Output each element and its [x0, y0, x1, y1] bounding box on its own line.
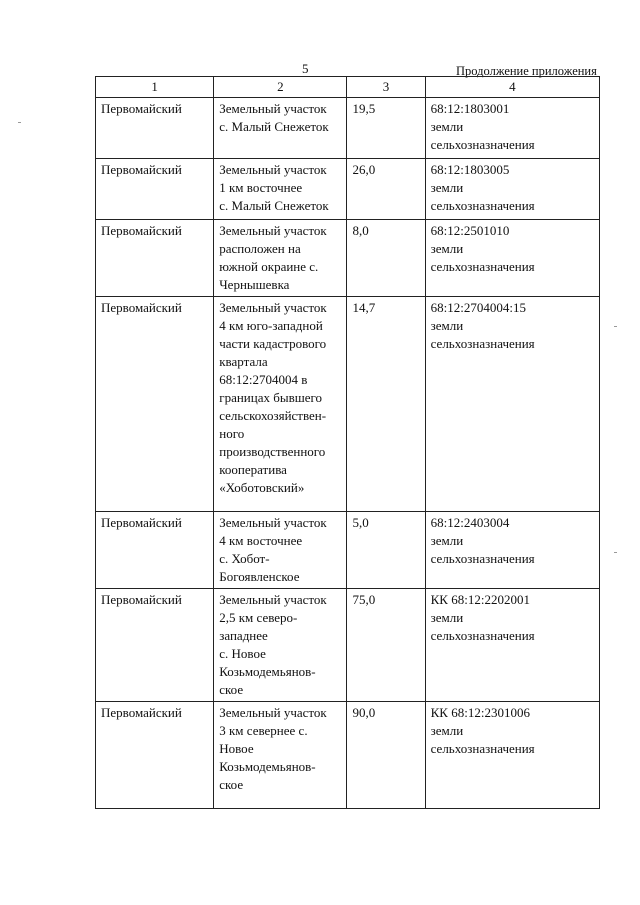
- table-row: [96, 98, 600, 159]
- table-row: [96, 702, 600, 809]
- area-cell: 75,0: [347, 589, 425, 702]
- continuation-label: Продолжение приложения: [456, 64, 597, 78]
- column-header-3: 3: [347, 77, 425, 98]
- column-header-4: 4: [425, 77, 599, 98]
- table-header-row: [96, 77, 600, 98]
- column-header-1: 1: [96, 77, 214, 98]
- table-row: [96, 159, 600, 220]
- table-row: [96, 512, 600, 589]
- cadastral-cell: 68:12:1803005 земли сельхозназначения: [425, 159, 599, 220]
- district-cell: Первомайский: [96, 220, 214, 297]
- land-plots-table: [95, 76, 600, 809]
- area-cell: 5,0: [347, 512, 425, 589]
- area-cell: 90,0: [347, 702, 425, 809]
- scan-mark: [614, 326, 617, 327]
- location-cell: Земельный участок расположен на южной окраине с. Чернышевка: [214, 220, 347, 297]
- location-cell: Земельный участок с. Малый Снежеток: [214, 98, 347, 159]
- cadastral-cell: КК 68:12:2202001 земли сельхозназначения: [425, 589, 599, 702]
- location-cell: Земельный участок 4 км юго-западной части кадастрового квартала 68:12:2704004 в границах бывшего сельскохозяйствен- ного производственного кооператива «Хоботовский»: [214, 297, 347, 512]
- scan-mark: [614, 552, 617, 553]
- table-row: [96, 589, 600, 702]
- area-cell: 26,0: [347, 159, 425, 220]
- cadastral-cell: 68:12:2501010 земли сельхозназначения: [425, 220, 599, 297]
- scan-mark: [18, 122, 21, 123]
- location-cell: Земельный участок 3 км севернее с. Новое Козьмодемьянов- ское: [214, 702, 347, 809]
- cadastral-cell: 68:12:2704004:15 земли сельхозназначения: [425, 297, 599, 512]
- district-cell: Первомайский: [96, 512, 214, 589]
- cadastral-cell: КК 68:12:2301006 земли сельхозназначения: [425, 702, 599, 809]
- page-number: 5: [302, 61, 309, 76]
- column-header-2: 2: [214, 77, 347, 98]
- area-cell: 19,5: [347, 98, 425, 159]
- district-cell: Первомайский: [96, 159, 214, 220]
- district-cell: Первомайский: [96, 98, 214, 159]
- area-cell: 8,0: [347, 220, 425, 297]
- cadastral-cell: 68:12:1803001 земли сельхозназначения: [425, 98, 599, 159]
- district-cell: Первомайский: [96, 297, 214, 512]
- district-cell: Первомайский: [96, 702, 214, 809]
- cadastral-cell: 68:12:2403004 земли сельхозназначения: [425, 512, 599, 589]
- location-cell: Земельный участок 4 км восточнее с. Хобот- Богоявленское: [214, 512, 347, 589]
- area-cell: 14,7: [347, 297, 425, 512]
- location-cell: Земельный участок 2,5 км северо- западнее с. Новое Козьмодемьянов- ское: [214, 589, 347, 702]
- table-row: [96, 297, 600, 512]
- table-row: [96, 220, 600, 297]
- district-cell: Первомайский: [96, 589, 214, 702]
- location-cell: Земельный участок 1 км восточнее с. Малый Снежеток: [214, 159, 347, 220]
